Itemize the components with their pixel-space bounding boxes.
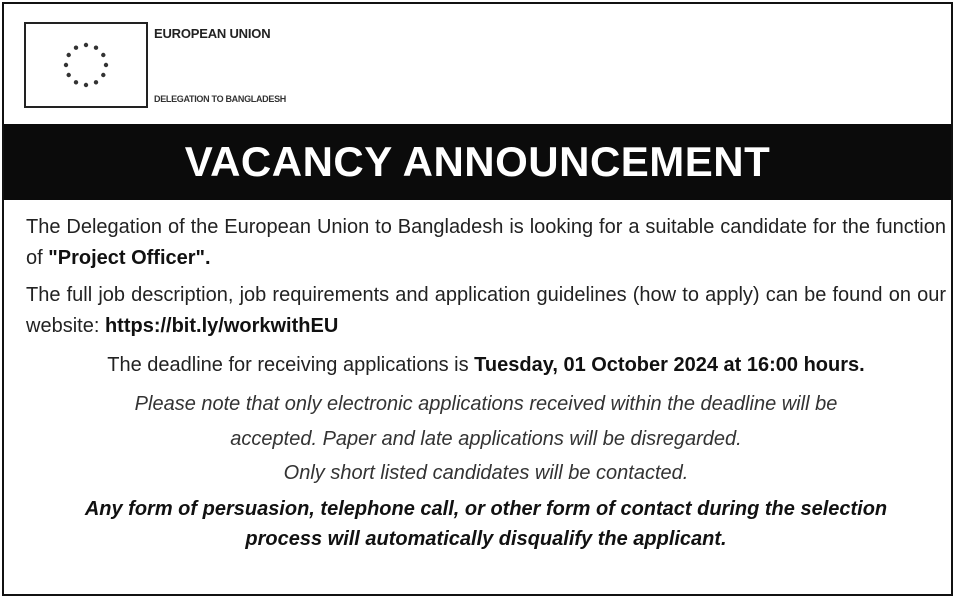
header xyxy=(4,4,951,124)
paragraph-deadline xyxy=(26,350,946,381)
position-title: "Project Officer". xyxy=(48,247,211,269)
org-subtitle: DELEGATION TO BANGLADESH xyxy=(154,94,286,104)
paragraph-details xyxy=(26,280,946,342)
details-text: The full job description, job requirements and application guidelines (how to apply) can be found on our website: xyxy=(26,284,946,337)
note-line-2: accepted. Paper and late applications will be disregarded. xyxy=(230,428,742,450)
deadline-text: The deadline for receiving applications is xyxy=(107,354,475,376)
warning-line-2: process will automatically disqualify the applicant. xyxy=(245,528,727,550)
paragraph-intro xyxy=(26,212,946,274)
eu-flag-icon xyxy=(24,22,148,108)
announcement-frame xyxy=(2,2,953,596)
note-line-3: Only short listed candidates will be contacted. xyxy=(283,462,689,484)
warning-line-1: Any form of persuasion, telephone call, or other form of contact during the selection xyxy=(84,498,888,520)
paragraph-notes xyxy=(26,387,946,490)
note-line-1: Please note that only electronic applications received within the deadline will be xyxy=(134,393,838,415)
org-name: EUROPEAN UNION xyxy=(154,26,271,41)
eu-stars-circle xyxy=(26,24,146,106)
website-link[interactable]: https://bit.ly/workwithEU xyxy=(104,315,339,337)
announcement-body xyxy=(26,212,946,554)
banner-title: VACANCY ANNOUNCEMENT xyxy=(4,124,951,200)
deadline-date: Tuesday, 01 October 2024 at 16:00 hours. xyxy=(474,354,865,376)
intro-text: The Delegation of the European Union to Bangladesh is looking for a suitable candidate for the function of xyxy=(26,216,946,269)
